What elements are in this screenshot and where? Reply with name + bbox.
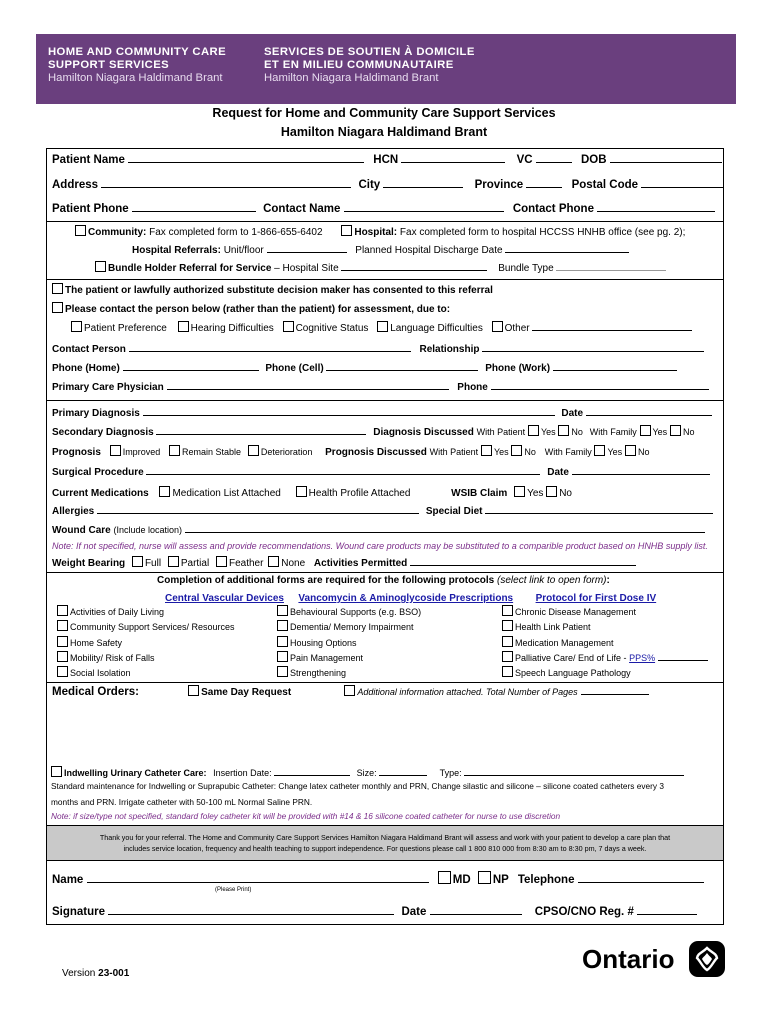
planned-discharge-field[interactable] bbox=[505, 243, 629, 253]
no-label: No bbox=[682, 427, 695, 437]
pps-link[interactable]: PPS% bbox=[629, 652, 656, 663]
contact-person-field[interactable] bbox=[129, 342, 411, 352]
med-list-label: Medication List Attached bbox=[172, 488, 281, 499]
reason-checkbox[interactable] bbox=[492, 321, 503, 332]
protocol-checkbox[interactable] bbox=[57, 651, 68, 662]
health-profile-checkbox[interactable] bbox=[296, 486, 307, 497]
wb-partial-checkbox[interactable] bbox=[168, 556, 179, 567]
protocol-label: Palliative Care/ End of Life - bbox=[515, 652, 630, 663]
protocol-checkbox[interactable] bbox=[57, 666, 68, 677]
protocol-item bbox=[57, 620, 235, 635]
phones-row bbox=[52, 361, 718, 374]
wsib-yes-checkbox[interactable] bbox=[514, 486, 525, 497]
physician-row bbox=[52, 380, 718, 393]
primary-dx-date-label: Date bbox=[561, 408, 584, 419]
secondary-dx-label: Secondary Diagnosis bbox=[52, 427, 154, 438]
protocol-item bbox=[277, 605, 421, 620]
hospital-referrals-label: Hospital Referrals: bbox=[132, 245, 221, 256]
protocol-item bbox=[277, 636, 421, 651]
banner-english bbox=[48, 46, 226, 85]
protocol-label: Mobility/ Risk of Falls bbox=[70, 652, 155, 663]
wb-feather-label: Feather bbox=[228, 558, 264, 569]
referral-form bbox=[46, 148, 724, 925]
reason-checkbox[interactable] bbox=[178, 321, 189, 332]
contact-person-row bbox=[52, 342, 718, 355]
pps-field[interactable] bbox=[658, 653, 708, 661]
protocol-checkbox[interactable] bbox=[502, 605, 513, 616]
phone-work-label: Phone (Work) bbox=[485, 363, 551, 374]
protocol-checkbox[interactable] bbox=[277, 666, 288, 677]
banner-en-line2: SUPPORT SERVICES bbox=[48, 59, 170, 71]
banner-fr-line1: SERVICES DE SOUTIEN À DOMICILE bbox=[264, 46, 475, 58]
city-field[interactable] bbox=[383, 178, 463, 188]
bundle-type-label: Bundle Type bbox=[498, 263, 554, 274]
prescriber-name-field[interactable] bbox=[87, 873, 429, 883]
special-diet-label: Special Diet bbox=[425, 506, 483, 517]
protocol-label: Medication Management bbox=[515, 637, 614, 648]
consent-row bbox=[52, 283, 718, 296]
dob-label: DOB bbox=[580, 154, 607, 166]
protocol-item bbox=[277, 651, 421, 666]
reason-checkbox[interactable] bbox=[377, 321, 388, 332]
surgical-date-field[interactable] bbox=[572, 465, 710, 475]
dx-family-yes-checkbox[interactable] bbox=[640, 425, 651, 436]
divider bbox=[47, 221, 723, 222]
medical-orders-row bbox=[52, 685, 718, 698]
protocols-heading bbox=[157, 575, 610, 586]
signature-row bbox=[52, 905, 718, 918]
yes-label: Yes bbox=[493, 447, 509, 457]
with-family-label: With Family bbox=[589, 427, 637, 437]
postal-field[interactable] bbox=[641, 178, 723, 188]
phone-cell-label: Phone (Cell) bbox=[265, 363, 324, 374]
dx-family-no-checkbox[interactable] bbox=[670, 425, 681, 436]
catheter-size-field[interactable] bbox=[379, 768, 427, 776]
medical-orders-label: Medical Orders: bbox=[52, 686, 139, 698]
protocol-label: Strengthening bbox=[290, 668, 347, 679]
wound-care-row bbox=[52, 523, 718, 536]
improved-checkbox[interactable] bbox=[110, 445, 121, 456]
address-field[interactable] bbox=[101, 178, 351, 188]
phone-row bbox=[52, 202, 718, 215]
reg-label: CPSO/CNO Reg. # bbox=[534, 906, 634, 918]
version bbox=[62, 968, 129, 979]
protocol-col3 bbox=[502, 605, 708, 681]
wb-none-checkbox[interactable] bbox=[268, 556, 279, 567]
surgical-field[interactable] bbox=[146, 465, 540, 475]
md-label: MD bbox=[452, 874, 471, 886]
contact-name-label: Contact Name bbox=[263, 203, 341, 215]
protocol-item bbox=[502, 605, 708, 620]
divider bbox=[47, 400, 723, 401]
protocol-label: Activities of Daily Living bbox=[70, 607, 165, 617]
bundle-type-field[interactable] bbox=[556, 261, 666, 271]
allergies-field[interactable] bbox=[97, 504, 419, 514]
protocol-label: Dementia/ Memory Impairment bbox=[290, 622, 414, 633]
protocol-label: Community Support Services/ Resources bbox=[70, 622, 235, 633]
vc-label: VC bbox=[516, 154, 533, 166]
primary-dx-field[interactable] bbox=[143, 406, 555, 416]
hospital-checkbox[interactable] bbox=[341, 225, 352, 236]
prognosis-row bbox=[52, 445, 718, 458]
primary-dx-label: Primary Diagnosis bbox=[52, 408, 140, 419]
protocol-item bbox=[57, 636, 235, 651]
primary-dx-date-field[interactable] bbox=[586, 406, 712, 416]
type-label: Type: bbox=[439, 768, 462, 778]
protocol-label: Chronic Disease Management bbox=[515, 607, 637, 617]
banner-fr-line3: Hamilton Niagara Haldimand Brant bbox=[264, 72, 439, 84]
protocol-col1 bbox=[57, 605, 235, 681]
hcn-field[interactable] bbox=[401, 153, 505, 163]
protocol-checkbox[interactable] bbox=[277, 605, 288, 616]
telephone-field[interactable] bbox=[578, 873, 704, 883]
same-day-label: Same Day Request bbox=[201, 687, 292, 698]
surgical-label: Surgical Procedure bbox=[52, 467, 144, 478]
no-label: No bbox=[571, 427, 583, 437]
ontario-wordmark: Ontario bbox=[582, 944, 675, 974]
reason-checkbox[interactable] bbox=[71, 321, 82, 332]
health-profile-label: Health Profile Attached bbox=[308, 488, 411, 499]
header-banner bbox=[36, 34, 736, 104]
community-checkbox[interactable] bbox=[75, 225, 86, 236]
physician-phone-label: Phone bbox=[457, 382, 488, 393]
patient-name-field[interactable] bbox=[128, 153, 364, 163]
standard-maintenance-2: months and PRN. Irrigate catheter with 50-100 mL Normal Saline PRN. bbox=[51, 797, 313, 807]
protocol-item bbox=[502, 636, 708, 651]
patient-name-label: Patient Name bbox=[52, 154, 125, 166]
thank-you-line2: includes service location, frequency and health teaching to support independence. For questions please call 1 800 810 000 from 8:30 am to 8:30 pm, 7 days a week. bbox=[123, 844, 647, 853]
protocol-label: Health Link Patient bbox=[515, 622, 591, 633]
protocol-checkbox[interactable] bbox=[502, 636, 513, 647]
planned-discharge-label: Planned Hospital Discharge Date bbox=[355, 245, 503, 256]
catheter-type-field[interactable] bbox=[464, 768, 684, 776]
sign-date-label: Date bbox=[401, 906, 427, 918]
insertion-date-label: Insertion Date: bbox=[213, 768, 272, 778]
vc-field[interactable] bbox=[536, 153, 572, 163]
prog-patient-yes-checkbox[interactable] bbox=[481, 445, 492, 456]
community-text: Fax completed form to 1-866-655-6402 bbox=[149, 227, 323, 238]
physician-field[interactable] bbox=[167, 380, 449, 390]
medications-row bbox=[52, 486, 718, 499]
wb-full-checkbox[interactable] bbox=[132, 556, 143, 567]
please-print-label: (Please Print) bbox=[215, 887, 252, 893]
np-label: NP bbox=[492, 874, 509, 886]
wound-include-label: (Include location) bbox=[113, 525, 183, 535]
protocol-checkbox[interactable] bbox=[502, 666, 513, 677]
md-checkbox[interactable] bbox=[438, 871, 451, 884]
banner-french bbox=[264, 46, 475, 85]
protocol-checkbox[interactable] bbox=[57, 636, 68, 647]
size-label: Size: bbox=[356, 768, 377, 778]
standard-maintenance-1: Standard maintenance for Indwelling or Suprapubic Catheter: Change latex catheter monthly and PRN, Change silastic and silicone – silicone coated catheters every 3 bbox=[51, 781, 664, 791]
wb-full-label: Full bbox=[144, 558, 162, 569]
bundle-site-label: – Hospital Site bbox=[274, 263, 339, 274]
postal-label: Postal Code bbox=[571, 179, 639, 191]
remain-stable-checkbox[interactable] bbox=[169, 445, 180, 456]
contact-phone-field[interactable] bbox=[597, 202, 715, 212]
surgical-row bbox=[52, 465, 718, 478]
protocol-item bbox=[502, 666, 708, 681]
signature-label: Signature bbox=[52, 906, 106, 918]
primary-dx-row bbox=[52, 406, 718, 419]
activities-label: Activities Permitted bbox=[313, 558, 408, 569]
wound-care-field[interactable] bbox=[185, 523, 705, 533]
form-subtitle: Hamilton Niagara Haldimand Brant bbox=[280, 125, 488, 139]
hospital-text: Fax completed form to hospital HCCSS HNHB office (see pg. 2); bbox=[399, 227, 686, 238]
contact-name-field[interactable] bbox=[344, 202, 504, 212]
province-label: Province bbox=[474, 179, 524, 191]
contact-phone-label: Contact Phone bbox=[512, 203, 594, 215]
phone-home-field[interactable] bbox=[123, 361, 259, 371]
prog-family-yes-checkbox[interactable] bbox=[594, 445, 605, 456]
med-list-checkbox[interactable] bbox=[159, 486, 170, 497]
consent-text: The patient or lawfully authorized substitute decision maker has consented to this referral bbox=[65, 285, 493, 296]
referral-source-row bbox=[75, 225, 718, 238]
reason-label: Patient Preference bbox=[84, 323, 167, 334]
protocol-item bbox=[57, 651, 235, 666]
insertion-date-field[interactable] bbox=[274, 768, 350, 776]
vancomycin-link[interactable]: Vancomycin & Aminoglycoside Prescriptions bbox=[298, 593, 514, 604]
yes-label: Yes bbox=[527, 488, 544, 499]
protocol-item bbox=[502, 620, 708, 635]
protocols-heading-colon: : bbox=[606, 575, 610, 586]
protocol-col2 bbox=[277, 605, 421, 681]
protocol-checkbox[interactable] bbox=[277, 620, 288, 631]
no-label: No bbox=[559, 488, 572, 499]
additional-info-label: Additional information attached. Total Number of Pages bbox=[357, 687, 578, 697]
physician-label: Primary Care Physician bbox=[52, 382, 164, 393]
signature-field[interactable] bbox=[108, 905, 394, 915]
consent-checkbox[interactable] bbox=[52, 283, 63, 294]
address-row bbox=[52, 178, 718, 191]
contact-person-label: Contact Person bbox=[52, 344, 126, 355]
no-label: No bbox=[637, 447, 650, 457]
sign-date-field[interactable] bbox=[430, 905, 522, 915]
divider bbox=[47, 572, 723, 573]
phone-cell-field[interactable] bbox=[326, 361, 478, 371]
dx-patient-yes-checkbox[interactable] bbox=[528, 425, 539, 436]
prognosis-discussed-label: Prognosis Discussed bbox=[325, 447, 427, 458]
protocol-item bbox=[57, 666, 235, 681]
patient-name-row bbox=[52, 153, 718, 166]
version-number: 23-001 bbox=[98, 968, 130, 979]
prognosis-label: Prognosis bbox=[52, 447, 101, 458]
prog-patient-no-checkbox[interactable] bbox=[511, 445, 522, 456]
catheter-note: Note: if size/type not specified, standard foley catheter kit will be provided with #14 & 16 silicone coated catheter for nurse to use discretion bbox=[51, 811, 561, 821]
wsib-label: WSIB Claim bbox=[451, 488, 508, 499]
protocol-checkbox[interactable] bbox=[502, 651, 513, 662]
improved-label: Improved bbox=[122, 447, 161, 457]
wb-feather-checkbox[interactable] bbox=[216, 556, 227, 567]
first-dose-iv-link[interactable]: Protocol for First Dose IV bbox=[535, 593, 657, 604]
yes-label: Yes bbox=[540, 427, 556, 437]
with-patient-label: With Patient bbox=[476, 427, 526, 437]
wound-note: Note: If not specified, nurse will assess and provide recommendations. Wound care products may be substituted to a comparible product based on HNHB supply list. bbox=[52, 541, 708, 551]
catheter-row bbox=[51, 766, 718, 778]
protocol-label: Social Isolation bbox=[70, 668, 131, 679]
protocol-item bbox=[502, 651, 708, 666]
dx-patient-no-checkbox[interactable] bbox=[558, 425, 569, 436]
medications-label: Current Medications bbox=[52, 488, 149, 499]
protocol-label: Behavioural Supports (e.g. BSO) bbox=[290, 607, 422, 617]
deterioration-checkbox[interactable] bbox=[248, 445, 259, 456]
secondary-dx-row bbox=[52, 425, 718, 438]
hospital-label: Hospital: bbox=[354, 227, 398, 238]
additional-info-checkbox[interactable] bbox=[344, 685, 355, 696]
deterioration-label: Deterioration bbox=[260, 447, 313, 457]
protocol-label: Housing Options bbox=[290, 637, 357, 648]
version-label: Version bbox=[62, 968, 96, 979]
divider bbox=[47, 279, 723, 280]
relationship-label: Relationship bbox=[419, 344, 480, 355]
phone-home-label: Phone (Home) bbox=[52, 363, 120, 374]
banner-en-line1: HOME AND COMMUNITY CARE bbox=[48, 46, 227, 58]
relationship-field[interactable] bbox=[482, 342, 704, 352]
contact-below-checkbox[interactable] bbox=[52, 302, 63, 313]
thank-you-text bbox=[47, 826, 723, 854]
trillium-logo-icon bbox=[689, 941, 725, 977]
remain-stable-label: Remain Stable bbox=[182, 447, 242, 457]
activities-field[interactable] bbox=[410, 556, 636, 566]
divider bbox=[47, 682, 723, 683]
same-day-checkbox[interactable] bbox=[188, 685, 199, 696]
wb-none-label: None bbox=[281, 558, 306, 569]
unit-floor-field[interactable] bbox=[267, 243, 347, 253]
banner-fr-line2: ET EN MILIEU COMMUNAUTAIRE bbox=[264, 59, 454, 71]
central-vascular-link[interactable]: Central Vascular Devices bbox=[165, 593, 284, 604]
surgical-date-label: Date bbox=[547, 467, 569, 478]
weight-bearing-row bbox=[52, 556, 718, 569]
protocol-item bbox=[277, 620, 421, 635]
protocol-label: Pain Management bbox=[290, 652, 364, 663]
allergies-label: Allergies bbox=[52, 506, 95, 517]
address-label: Address bbox=[52, 179, 99, 191]
reason-label: Language Difficulties bbox=[390, 323, 483, 334]
thank-you-line1: Thank you for your referral. The Home and Community Care Support Services Hamilton Niagara Haldimand Brant will assess and work with your patient to develop a care plan that bbox=[99, 833, 671, 842]
allergies-row bbox=[52, 504, 718, 517]
protocol-links bbox=[165, 588, 656, 606]
yes-label: Yes bbox=[652, 427, 668, 437]
catheter-label: Indwelling Urinary Catheter Care: bbox=[64, 768, 207, 778]
bundle-row bbox=[95, 261, 718, 274]
special-diet-field[interactable] bbox=[485, 504, 713, 514]
np-checkbox[interactable] bbox=[478, 871, 491, 884]
protocols-heading-text: Completion of additional forms are required for the following protocols bbox=[157, 575, 495, 586]
patient-phone-field[interactable] bbox=[132, 202, 256, 212]
wb-partial-label: Partial bbox=[180, 558, 210, 569]
medical-orders-area[interactable] bbox=[52, 701, 720, 763]
protocol-checkbox[interactable] bbox=[277, 636, 288, 647]
protocol-label: Home Safety bbox=[70, 637, 123, 648]
province-field[interactable] bbox=[526, 178, 562, 188]
physician-phone-field[interactable] bbox=[491, 380, 709, 390]
prescriber-row bbox=[52, 871, 718, 886]
community-label: Community: bbox=[88, 227, 147, 238]
with-patient-label: With Patient bbox=[429, 447, 479, 457]
phone-work-field[interactable] bbox=[553, 361, 677, 371]
protocol-checkbox[interactable] bbox=[57, 620, 68, 631]
other-reason-field[interactable] bbox=[532, 321, 692, 331]
no-label: No bbox=[524, 447, 536, 457]
telephone-label: Telephone bbox=[517, 874, 575, 886]
unit-floor-label: Unit/floor bbox=[223, 245, 264, 256]
yes-label: Yes bbox=[607, 447, 623, 457]
dob-field[interactable] bbox=[610, 153, 722, 163]
wound-care-label: Wound Care bbox=[52, 525, 111, 536]
protocols-heading-italic: (select link to open form) bbox=[497, 575, 607, 586]
catheter-checkbox[interactable] bbox=[51, 766, 62, 777]
protocol-checkbox[interactable] bbox=[277, 651, 288, 662]
reason-label: Cognitive Status bbox=[295, 323, 369, 334]
contact-below-row bbox=[52, 302, 718, 315]
protocol-item bbox=[57, 605, 235, 620]
weight-bearing-label: Weight Bearing bbox=[52, 558, 126, 569]
with-family-label: With Family bbox=[544, 447, 592, 457]
protocol-item bbox=[277, 666, 421, 681]
reason-label: Hearing Difficulties bbox=[190, 323, 274, 334]
prog-family-no-checkbox[interactable] bbox=[625, 445, 636, 456]
protocol-label: Speech Language Pathology bbox=[515, 668, 631, 679]
form-title: Request for Home and Community Care Support Services bbox=[212, 106, 556, 120]
city-label: City bbox=[358, 179, 381, 191]
total-pages-field[interactable] bbox=[581, 687, 649, 695]
reason-checkbox[interactable] bbox=[283, 321, 294, 332]
bundle-site-field[interactable] bbox=[341, 261, 487, 271]
reason-label: Other bbox=[504, 323, 530, 334]
hospital-referrals-row bbox=[132, 243, 718, 256]
wsib-no-checkbox[interactable] bbox=[546, 486, 557, 497]
banner-en-line3: Hamilton Niagara Haldimand Brant bbox=[48, 72, 223, 84]
contact-below-text: Please contact the person below (rather than the patient) for assessment, due to: bbox=[65, 304, 451, 315]
dx-discussed-label: Diagnosis Discussed bbox=[373, 427, 474, 438]
patient-phone-label: Patient Phone bbox=[52, 203, 129, 215]
protocol-checkbox[interactable] bbox=[502, 620, 513, 631]
protocol-checkbox[interactable] bbox=[57, 605, 68, 616]
trillium-icon bbox=[689, 941, 725, 977]
secondary-dx-field[interactable] bbox=[156, 425, 366, 435]
reasons-row bbox=[71, 321, 718, 334]
reg-field[interactable] bbox=[637, 905, 697, 915]
bundle-checkbox[interactable] bbox=[95, 261, 106, 272]
hcn-label: HCN bbox=[373, 154, 399, 166]
bundle-label: Bundle Holder Referral for Service bbox=[108, 263, 272, 274]
thank-you-band bbox=[47, 825, 723, 861]
prescriber-name-label: Name bbox=[52, 874, 84, 886]
